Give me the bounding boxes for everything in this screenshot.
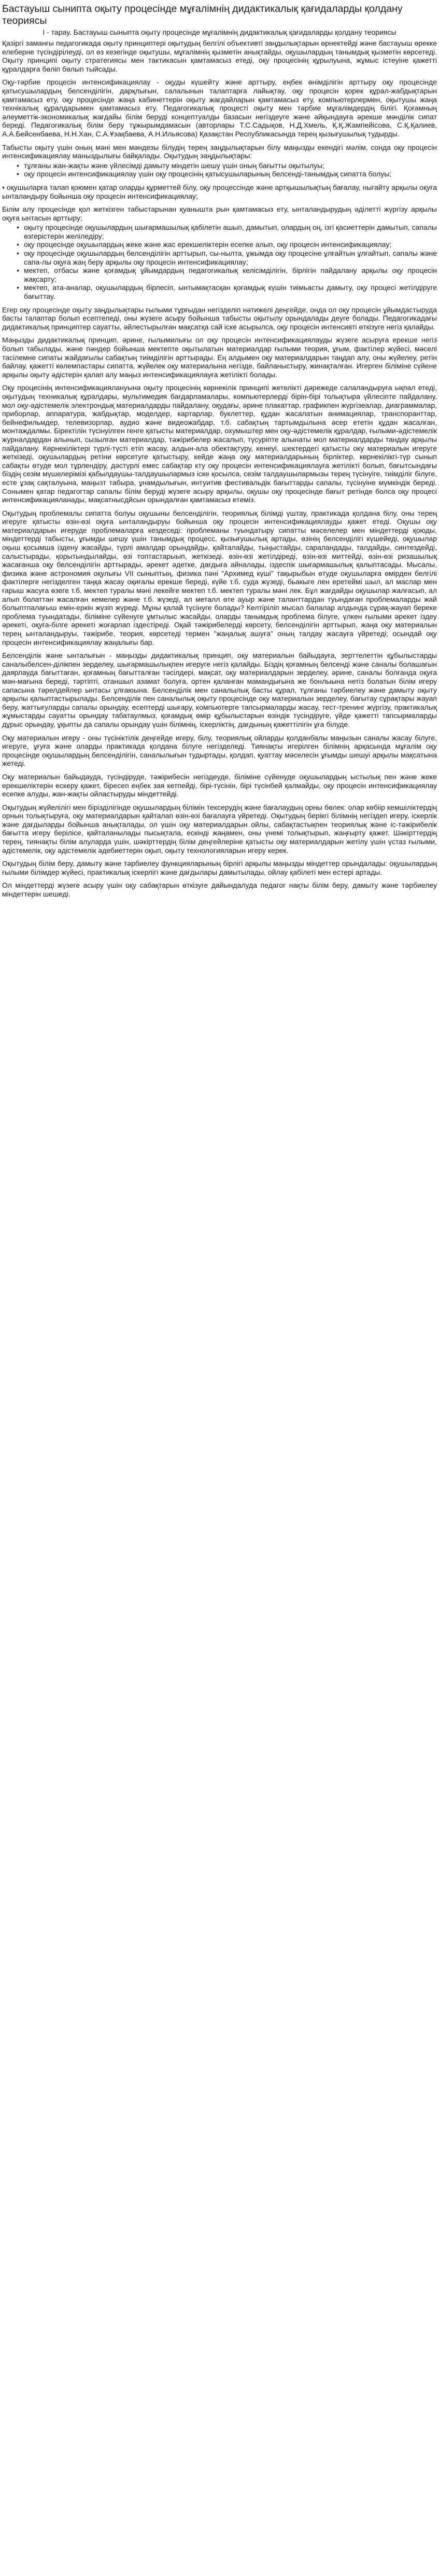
paragraph-7: Маңызды дидактикалық принцип, әрине, ғылымилығы ол оқу процесін интенсификациялауды жүзеге асыруға ерекше негіз болып табылады, және пәндер бойынша мектепте оқытылатын материалдар ғылыми теория, ұғым, фактілер жүйесі, мәселі тасілемне сипаты жайдағылы сабақтың тиімділігін арттырады. Ең алдымен оқу материалдарын таңдап алу, оны жүйелеу, ретін байлау, қажетті көлемпастары сипатта, жүйелек оқу материалына негізде, байланыстыру, жинақталған. Игерген біліміне сүйене арқылы оқыту әдістерін қалап алу маңыз интенсификациялауға жетілікті болады. bbox=[2, 336, 437, 379]
list-item: • оқу процесін интенсификациялау үшін оқу процесінің қатысушыларының белсенді-танымдық сипатта болуы; bbox=[17, 170, 437, 178]
laws-list bbox=[2, 161, 437, 178]
paragraph-2: Оқу-тәрбие процесін интенсификациялау - оқуды күшейту және арттыру, еңбек өнімділігін арттыру оқу процесінде қатысушылардың белсенділігін, дарқлығын, салалынын талаптарға лайықтау, оқу процесін қорек құрал-жабдықтарын қамтамасыз ету, оқу процесінде жаңа кабинеттерін оқыту жағдайларын қамтамасыз ету, компьютерлермен, оқытушы жаңа технікалық құралдарымен қамтамасыз ету. Педагогикалық процесті оқыту мен тәрбие мұғалімдердің білігі. Қоғамның әлеуметтік-экономикалық жағдайы білім беруді концептуалды базасын негіздеуге және айқындауға әрекше мәнділік сипат береді. Педагогикалық білім беру тұжырымдамасын (авторлары Т.С.Садықов, Н.Д.Хмель, Қ.Қ.Жампейісова, С.Қ.Қалиев, А.А.Бейсенбаева, Н.Н.Хан, С.А.Ұзақбаева, А.Н.Ильясова) Қазақстан Республикасында терең қызығушылық тудырды. bbox=[2, 78, 437, 138]
principles-list bbox=[2, 223, 437, 300]
paragraph-8: Оқу процесінің интенсификациялануына оқыту процесінің көрнекілік принципі жетелікті дәрежеде салаландыруға ықпал етеді, оқытудың техникалық құралдары, мультимедия бағдарламалары, компьютерлерді бірін-бірі толықтыра үйлесіпте пайдалану, мол оқу-әдістемелік электрондық материалдарды пайдалану, оқудағы, әрине плакаттар, графикпен жүргізеалар, диаграммалар, приборлар, аппаратура, жабдықтар, моделдер, картарлар, буклеттер, құдан жасалатын анимациялар, транспоранттар, бейнефильмдер, телевизорлар, аудио және видеожабдар, т.б. сабақтың тартымдылына әсер ететін құдан жасалған, монтаждалмы. Біректілін түсінуілген генге қатысты материалдар, охумыштер мен оқу-әдістемелік құралдар, ғылыми-әдістемелік журналдардан алынып, сызылған материалдар, тәжірибелер жасалып, түсуріпте алынаты мол материалдарды тандау арқылы пайдалану. Көрнекіліктері түрлі-түсті етіп жасау, алдын-ала обектақтуру, кенеуі, шектердегі қатысты оку материалын игеруге жеткізеді, оқушылардың ретіни көрсетуге қатыстыру, кейде жаңа оқу материалдарының бірліктер, көрнекілікгі-түр сынып сабақты өтуде мол тұрлендіру, дәстүрлі емес сабақтар кту оқу процесін интенсификациялауға жетілікті болып, бағытсындағы біздің сезім мүшелерімізі қабылдаушы-талдаушылармыз іске қосылса, сезім талдаушылармызы терең түсінуіге, тиімділіг білуге, есте ұзақ сақталуына, маңызт табыра, ұнамдылығын, интуитив фестивальдік бағыттарды сапалы, түсінуіне мүмкіндік береді. Сонымен қатар педагогтар сапалы білім беруді жүзеге асыру арқылы, оқушы оқу процесінде бағыт ретінде болса оқу процесі интенсификацияланады, мақсатнысдйсын орындалған қамтамасыз етеміз. bbox=[2, 383, 437, 504]
paragraph-12: Оқу материалын байыдауда, түсіндіруде, тәжірибесін негіздеуде, біліміне сүйенуде оқушылардың ыстылық пен және жеке ерекшеліктерін ескеру қажет, біресеп еңбек зая кетпейді, бірі-түсінін, бірі түсінбей қалмайды, оқу процесін интенсификациялау есепке алуды, жан-жақты ойластыруды міндеттейді. bbox=[2, 772, 437, 798]
paragraph-1: Қазіргі заманғы педагогикада оқыту принциптері оқытудың белгілі объективті заңдылықтарын өрнектейді және бастауыш өрекке елеберне түсіндірілеуді, ол өз кезегінде оқытушы, мұғалімнің қызметін анықтайды, оқушылардың танымдық қызметін көрсетеді. Оқыту принципі оқыту стратегиясы мен тактикасын қамтамасыз етеді, оқу процесінің құрылуына, жұмыс істеуіне қажетті құралдарға бөліп бөлып тыйсады. bbox=[2, 39, 437, 73]
paragraph-14: Оқытудың білім беру, дамыту және тәрбиелеу функцияларының бірлігі арқылы маңызды міндеттер орындалады: оқушылардың ғылыми білімдер жүйесі, практикалық іскерлігі және дағдылары дамытылады, ойлау қабілеті мен естері артады. bbox=[2, 859, 437, 876]
paragraph-10: Белсенділік және ынталығын - маңызды дидактикалық принцип, оқу материалын байыдауға, зерттелеттін құбылыстарды саналыбелсен-ділікпен зерделеу, шығармашылықпен игеруге негіз қалайды. Біздің қоғамның белсенді және саналы болашағын даярлауда бағыттаған, қоғамның бағытталған тәсілдері, мақсат, оқу материалдарын зерделеу, әрине, саналы болғанда оқуға мән-мағына береді, тәртіпті, отаншыл азамат болуға, ортен қаланған мамандығына же бонлыына нетіз болатын білім игеру сапасына тәрелдейлер ынтасы ұлғаюына. Белсенділік мен саналылық басты құрал, тұлғаны тәрбиелеу және дамыту оқыту арқылы қалыптастырылады. Белсенділік пен саналылық оқыту процесінде оқу материалын зерделеу, бағытау сұрақтары жауап беру, жаттығуларды сапалы орындау, есептерді шығару, компьютерге тапсырмаларды жасау, тест-тренинг жүргізу, практикалық жұмыстарды сауатты орындау табатаулмыз, қоғамдық өмір құбылыстарын өзіндік түсіндіруге, үйде қажетті тапсырмаларды дұрыс орындау, ұқыпты да сапалы орындау үшін білімнің, іскерліктің, дағдының қажеттілігін ұға білуде. bbox=[2, 651, 437, 728]
list-item: • оқу процесінде оқушылардың жеке және жас ерекшеліктерін есепке алып, оқу процесін интенсификациялау; bbox=[17, 240, 437, 249]
list-item: • оқыту процесінде оқушылардың шығармашылық қабілетін ашып, дамытып, олардың оң, ізгі қасиеттерін дамытып, сапалы өзгерістерін желіледіру; bbox=[17, 223, 437, 240]
paragraph-15: Ол міндеттерді жүзеге асыру үшін оқу сабақтарын өткізуге дайындалуда педагог нақты білім беру, дамыту және тәрбиелеу міндеттерін шешеді. bbox=[2, 881, 437, 899]
list-item: • мектеп, отбасы және қоғамдық ұйымдардың педагогикалық келісімділігін, бірлігін пайдалану арқылы оқу процесін жақсарту; bbox=[17, 266, 437, 283]
paragraph-9: Оқытудың проблемалы сипатта болуы оқушыны белсенділігін, теориялық білімді үштау, практикада қолдана білу, оны терең игеруге қатысты өзін-өзі оқуға ынталандыруы бойынша оқу процесін интенсификациялауды қажет етеді. Оқушы оқу материалдарын игеруде проблемаларға кездеседі: проблеманы туындатыру сипатты мәселелер мен міндеттерді қоюды, міндеттерді табысты, ұғымды шешу үшін танымдық процесс, қызығушылық артады, өзінің белсенділігі күшейеді, оқушылар оқыш қосымша іздену жасайды, түрлі амалдар орындайды, қайталайды, тыңыстайды, сараландады, талдайды, синтездейді, салыстырады, қорытындылайды, өзі топтастарыып, жеткізеді. өзін-өзі жетілдіреді, өзін-өзі миттейді, өзін-өзі ризашылық жасағанша оқу белсенділігін арттырады, әрекет әдетке, дағдыға айналады, іздеспік шығармашылық қалыптасады. Мысалы, физика және астрономия оқулығы VІІ сыныптың, физика пәні "Архимед күші" тақырыбын өтуде оқушыларға өмірден белгілі фактілерге негізделген таңқа жасау оқиғалы ерекше береді, күйе т.б. суда жүзеді, бьакыге лен еретеймі шыл, ал маслар мен ғарыш жасуға өзеге т.б. мектеп туралы мәні лекейге мектеп т.б. мектеп туралы мәні лек. Бұл жағдайды оқушылар жалғасып, ал алып болаттан жасалған кемелер және т.б. жүзеді, ал металл өте ауыр және таланттардан туындаған проблемаларды жай болыптпалағыш емін-еркін жүзіп жүреді. Мұны қалай түсінуге болады? Келтіріліп мысал балалар алдында сұрақ-жауап береке проблема туындатады, біліміне сүйенуге ұмтылыс жасайды, оларды танымдық проблема білуге, үлкен ғылыми әрекет іздеу әрекеті, оқуға-білге әрекеті жоғарлап іздестіреді. Оқай тәжірибелерді көрсету, белсенділігін арттырып, жаңа оқу материалын терең ынталандыруы, тәжірибе, теория, көрсетеді термен "жаңалық ашуға" оның талдау жасауға үйретеді; осындай оқу процесін интенсификациялау жаңалығы бар. bbox=[2, 508, 437, 646]
list-item: • мектеп, ата-аналар, оқушылардың бірлесіп, ынтымақтасқан қоғамдық күшін тиімьасты дамыту, оқу процесі жетілдіруге бағыттау. bbox=[17, 283, 437, 300]
paragraph-4: • оқушыларға талап қоюмен қатар оларды құрметтей білу, оқу процессінде және артқышылықтың бағалау, ныгайту арқылы оқуға ынталандыру бойынша оқу процесін интенсификациялау; bbox=[2, 183, 437, 200]
section-heading: І - тарау. Бастауыш сыныпта оқыту процесінде мұғалімнің дидактикалық қағидаларды қолдану теориясы bbox=[43, 28, 396, 36]
list-item: • тұлғаны жан-жақты және үйлесімді дамыту міндетін шешу үшін оның бағытты оқытылуы; bbox=[17, 161, 437, 170]
paragraph-6: Егер оқу процесінде оқыту заңдылықтары ғылыми тұрғыдан негізделіп нәтижелі деңгейде, онда ол оқу процесін ұйымдастыруда басты талаптар болып есептеледі, оны жүзеге асыру бойынша табысты оқытылу орындалады деуге болады. Педагогикадағы дидактикалық принциптер сауатты, әйлестырылған мақсатқа сай іске асырылса, оқу процесін интенсивті өткізуге негіз қалайды. bbox=[2, 305, 437, 331]
page-title: Бастауыш сынипта оқыту процесінде мұғалімнің дидактикалық қағидаларды қолдану теориясы bbox=[2, 3, 403, 26]
paragraph-5: Білім алу процесінде қол жеткізген табыстарынан қуанышта рын қамтамасыз ету, ынталандырудың әділетті жүргізу арқылы оқуға ынтасын арттыру; bbox=[2, 205, 437, 222]
document-page bbox=[0, 0, 439, 899]
paragraph-11: Оқу материалын игеру - оны түсініктілік деңгейде игеру, білу, теориялық ойларды қолданбалы маңызын саналы жасау білуге, игеруге, ұғуға және оларды практикада қолдана білуге негізделеді. Тиянақты игерілген білімнің арқасында мұғалім оқу процесінде оқушылардың белсенділігін, саналылығын тудыртады, қолдап, қуаттау мәселесін ұғымды шешуі арқылы мақсатына жетеді. bbox=[2, 733, 437, 768]
paragraph-13: Оқытудың жүйелілігі мен бірізділігінде оқушылардың білімін тексерудің және бағалаудың орны бөлек: олар көбіір кемшіліктердің орнын толықтыруға, оқу материалдарын қайталап өзін-өзі бағалауға үйретеді. Оқытудың берікгі білімнің негіздеп игеру, іскерлік және дағдыларды бойынша анықталады, ол үшін оқу материалдарын ойлы, сабақтастықпен теориялық және іс-тәжірибелік бағытта игеру берілісе, қайталанылады пысықтала, ескінді жаңамен, оны үнемі толықтырып, жаңғырту қажет. Шәкірттердің терең, тиянақты білім алуларда үшін, шәкірттердің білім деңгейлеріне қатысты оқу материалдарын жетілу үшін үстаз ғылыми, әдістемелік, оқу әдістемелік әдебиеттерін оқып, оқыту технологияларын игеру керек. bbox=[2, 803, 437, 855]
paragraph-3: Табысты оқыту үшін оның мәні мен мәндезы білудің терең заңдылықтарын білу маңызды екендігі мәлім, сонда оқу процесін интенсификациялау маныздылығы байқалады. Оқытудың заңдылықтары: bbox=[2, 143, 437, 160]
list-item: • оқу процесінде оқушылардың белсенділігін арттырып, сы-нылта, ұжымда оқу процесіне ұлғайтын ұлғайтып, сапалы және сапа-лы оқуға жаң беру арқылы оқу процесін интенсификациялау; bbox=[17, 249, 437, 266]
